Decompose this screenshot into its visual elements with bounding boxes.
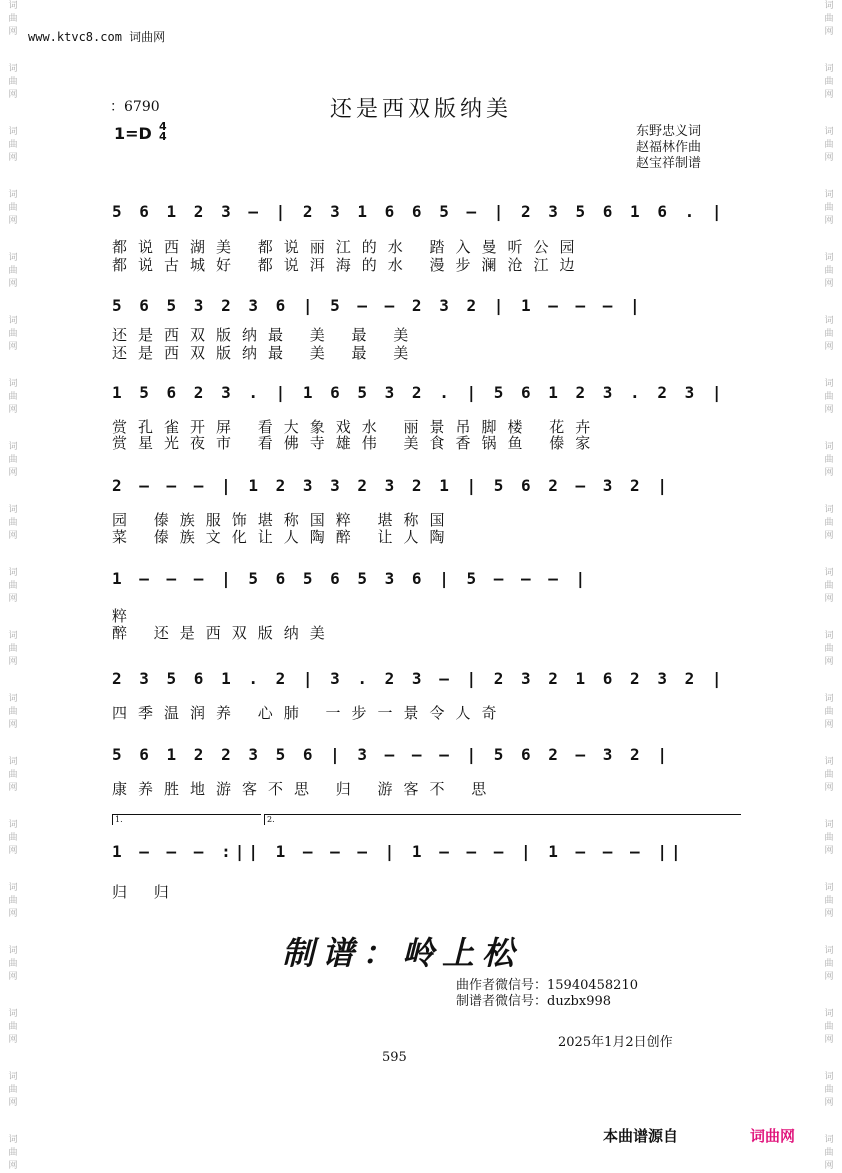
watermark-text: 词 曲 网: [824, 1009, 834, 1045]
watermark-text: 词 曲 网: [8, 379, 18, 415]
notator: 赵宝祥制谱: [636, 156, 702, 171]
watermark-text: 词 曲 网: [8, 883, 18, 919]
volta-second: 2.: [264, 814, 741, 825]
lyrics-row-1b: 都说古城好 都说洱海的水 漫步澜沧江边: [112, 256, 586, 274]
lyrics-row-3b: 赏星光夜市 看佛寺雄伟 美食香锅鱼 傣家: [112, 434, 602, 452]
lyrics-row-3a: 赏孔雀开屏 看大象戏水 丽景吊脚楼 花卉: [112, 418, 602, 436]
notation-row-7: 5 6 1 2 2 3 5 6 | 3 – – – | 5 6 2 – 3 2 |: [112, 745, 671, 764]
watermark-text: 词 曲 网: [8, 1135, 18, 1171]
lyrics-row-1a: 都说西湖美 都说丽江的水 踏入曼听公园: [112, 238, 586, 256]
volta-first: 1.: [112, 814, 261, 825]
watermark-text: 词 曲 网: [8, 190, 18, 226]
watermark-text: 词 曲 网: [8, 568, 18, 604]
watermark-text: 词 曲 网: [824, 694, 834, 730]
watermark-text: 词 曲 网: [824, 820, 834, 856]
watermark-text: 词 曲 网: [824, 253, 834, 289]
song-title: 还是西双版纳美: [329, 97, 512, 122]
watermark-text: 词 曲 网: [8, 127, 18, 163]
watermark-text: 词 曲 网: [8, 64, 18, 100]
watermark-text: 词 曲 网: [8, 316, 18, 352]
brand-link[interactable]: 词曲网: [750, 1127, 796, 1145]
composer: 赵福林作曲: [636, 140, 702, 155]
lyrics-row-2b: 还是西双版纳最 美 最 美: [112, 344, 420, 362]
lyrics-row-4a: 园 傣族服饰堪称国粹 堪称国: [112, 511, 456, 529]
watermark-text: 词 曲 网: [824, 631, 834, 667]
page-number: 595: [382, 1050, 407, 1065]
key-signature: 1=D: [114, 124, 152, 143]
watermark-text: 词 曲 网: [824, 379, 834, 415]
lyrics-row-6: 四季温润养 心肺 一步一景令人奇: [112, 704, 508, 722]
notator-wechat: 制谱者微信号：duzbx998: [456, 994, 612, 1009]
watermark-text: 词 曲 网: [824, 1, 834, 37]
watermark-text: 词 曲 网: [8, 694, 18, 730]
watermark-text: 词 曲 网: [824, 127, 834, 163]
watermark-text: 词 曲 网: [824, 64, 834, 100]
watermark-text: 词 曲 网: [824, 568, 834, 604]
watermark-text: 词 曲 网: [824, 757, 834, 793]
right-watermark: [818, 0, 840, 1171]
watermark-text: 词 曲 网: [8, 757, 18, 793]
lyrics-row-8: 归 归: [112, 883, 180, 901]
site-header[interactable]: www.ktvc8.com 词曲网: [28, 30, 166, 44]
watermark-text: 词 曲 网: [824, 1135, 834, 1171]
watermark-text: 词 曲 网: [8, 505, 18, 541]
creation-date: 2025年1月2日创作: [558, 1035, 673, 1050]
watermark-text: 词 曲 网: [824, 190, 834, 226]
watermark-text: 词 曲 网: [8, 442, 18, 478]
left-watermark: [2, 0, 24, 1171]
watermark-text: 词 曲 网: [8, 1009, 18, 1045]
maker-signature: 制谱：岭上松: [282, 934, 523, 972]
song-number: ：6790: [110, 99, 160, 115]
watermark-text: 词 曲 网: [8, 946, 18, 982]
notation-row-2: 5 6 5 3 2 3 6 | 5 – – 2 3 2 | 1 – – – |: [112, 296, 644, 315]
watermark-text: 词 曲 网: [8, 1072, 18, 1108]
lyrics-row-7: 康养胜地游客不思 归 游客不 思: [112, 780, 498, 798]
watermark-text: 词 曲 网: [8, 1, 18, 37]
time-signature: 4 4: [159, 120, 167, 143]
watermark-text: 词 曲 网: [824, 883, 834, 919]
lyricist: 东野忠义词: [636, 124, 702, 139]
watermark-text: 词 曲 网: [824, 1072, 834, 1108]
wechat-info: [456, 978, 638, 1010]
lyrics-row-5b: 醉 还是西双版纳美: [112, 624, 336, 642]
composer-wechat: 曲作者微信号：15940458210: [456, 978, 638, 993]
watermark-text: 词 曲 网: [8, 820, 18, 856]
source-label: 本曲谱源自: [603, 1127, 679, 1145]
notation-row-1: 5 6 1 2 3 – | 2 3 1 6 6 5 – | 2 3 5 6 1 6 . |: [112, 202, 726, 221]
lyrics-row-5a: 粹: [112, 607, 139, 625]
watermark-text: 词 曲 网: [8, 253, 18, 289]
watermark-text: 词 曲 网: [824, 505, 834, 541]
lyrics-row-2a: 还是西双版纳最 美 最 美: [112, 326, 420, 344]
notation-row-3: 1 5 6 2 3 . | 1 6 5 3 2 . | 5 6 1 2 3 . 2 3 |: [112, 383, 726, 402]
watermark-text: 词 曲 网: [824, 316, 834, 352]
notation-row-5: 1 – – – | 5 6 5 6 5 3 6 | 5 – – – |: [112, 569, 590, 588]
lyrics-row-4b: 菜 傣族文化让人陶醉 让人陶: [112, 528, 456, 546]
watermark-text: 词 曲 网: [824, 946, 834, 982]
notation-row-8: 1 – – – :|| 1 – – – | 1 – – – | 1 – – – ||: [112, 842, 685, 861]
watermark-text: 词 曲 网: [824, 442, 834, 478]
credits: [636, 124, 701, 172]
notation-row-6: 2 3 5 6 1 . 2 | 3 . 2 3 – | 2 3 2 1 6 2 3 2 |: [112, 669, 726, 688]
watermark-text: 词 曲 网: [8, 631, 18, 667]
notation-row-4: 2 – – – | 1 2 3 3 2 3 2 1 | 5 6 2 – 3 2 |: [112, 476, 671, 495]
